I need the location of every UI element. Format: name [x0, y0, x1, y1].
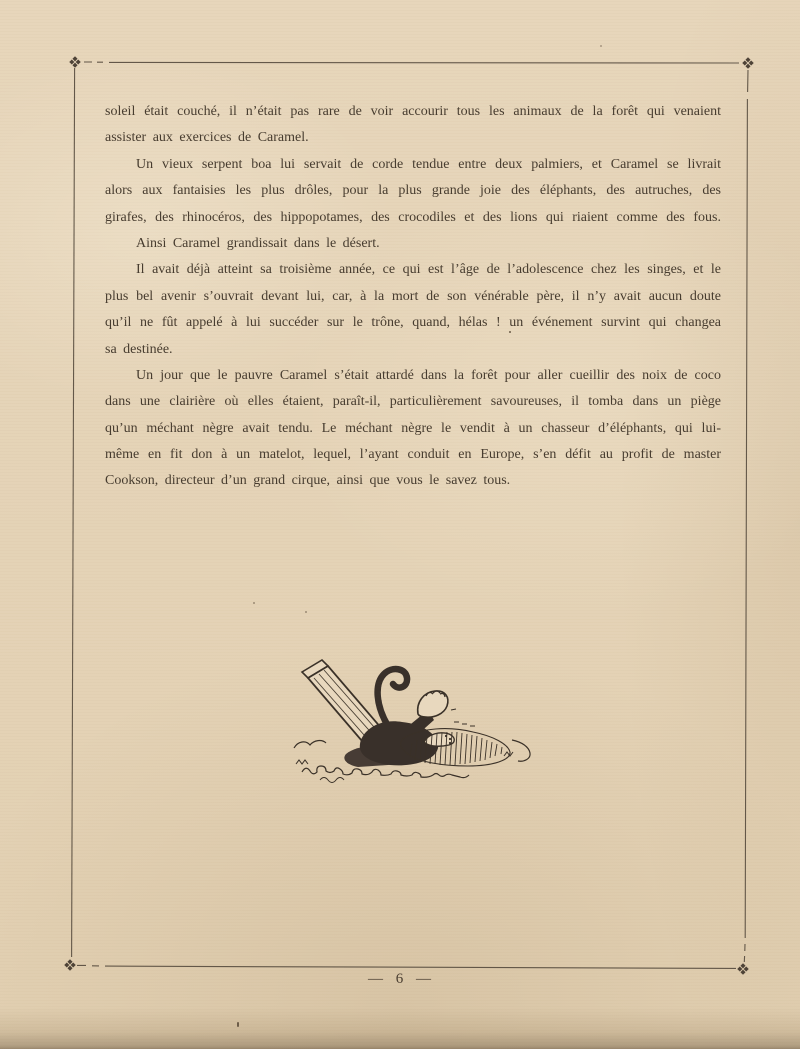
- text-line: Cookson, directeur d’un grand cirque, ainsi que vous le savez tous.: [105, 473, 511, 489]
- text-line: Un vieux serpent boa lui servait de corde tendue entre deux palmiers, et Caramel se livrait: [136, 156, 721, 172]
- text-line: alors aux fantaisies les plus drôles, pour la plus grande joie des éléphants, des autruches, des: [105, 183, 721, 199]
- text-line: soleil était couché, il n’était pas rare de voir accourir tous les animaux de la forêt qui venaient: [105, 104, 721, 119]
- text-line: dans une clairière où elles étaient, paraît-il, particulièrement savoureuses, il tomba dans un piège: [105, 394, 721, 410]
- text-line: qu’il ne fût appelé à lui succéder sur le trône, quand, hélas ! un événement survint qui changea: [105, 315, 721, 331]
- text-line: Il avait déjà atteint sa troisième année, ce qui est l’âge de l’adolescence chez les singes, et le: [136, 262, 721, 278]
- text-line: sa destinée.: [105, 341, 173, 357]
- page-text: [105, 99, 721, 495]
- paper-speck: [509, 331, 511, 333]
- monkey-in-pit-illustration: [288, 644, 540, 794]
- paper-speck: [305, 611, 307, 613]
- text-line: Ainsi Caramel grandissait dans le désert.: [136, 235, 380, 251]
- paper-speck: [253, 602, 255, 604]
- page-bottom-shadow: [0, 1007, 800, 1049]
- text-line: Un jour que le pauvre Caramel s’était attardé dans la forêt pour aller cueillir des noix de coco: [136, 367, 721, 383]
- paper-speck: [600, 45, 602, 47]
- page-number: — 6 —: [368, 971, 432, 987]
- text-line: plus bel avenir s’ouvrait devant lui, car, à la mort de son vénérable père, il n’y avait aucun doute: [105, 288, 721, 304]
- text-line: même en fit don à un matelot, lequel, l’ayant conduit en Europe, s’en défit au profit de master: [105, 447, 721, 463]
- text-line: girafes, des rhinocéros, des hippopotames, des crocodiles et des lions qui riaient comme des fous.: [105, 209, 721, 225]
- text-line: assister aux exercices de Caramel.: [105, 130, 309, 146]
- text-line: qu’un méchant nègre avait tendu. Le méchant nègre le vendit à un chasseur d’éléphants, qui lui-: [105, 420, 721, 436]
